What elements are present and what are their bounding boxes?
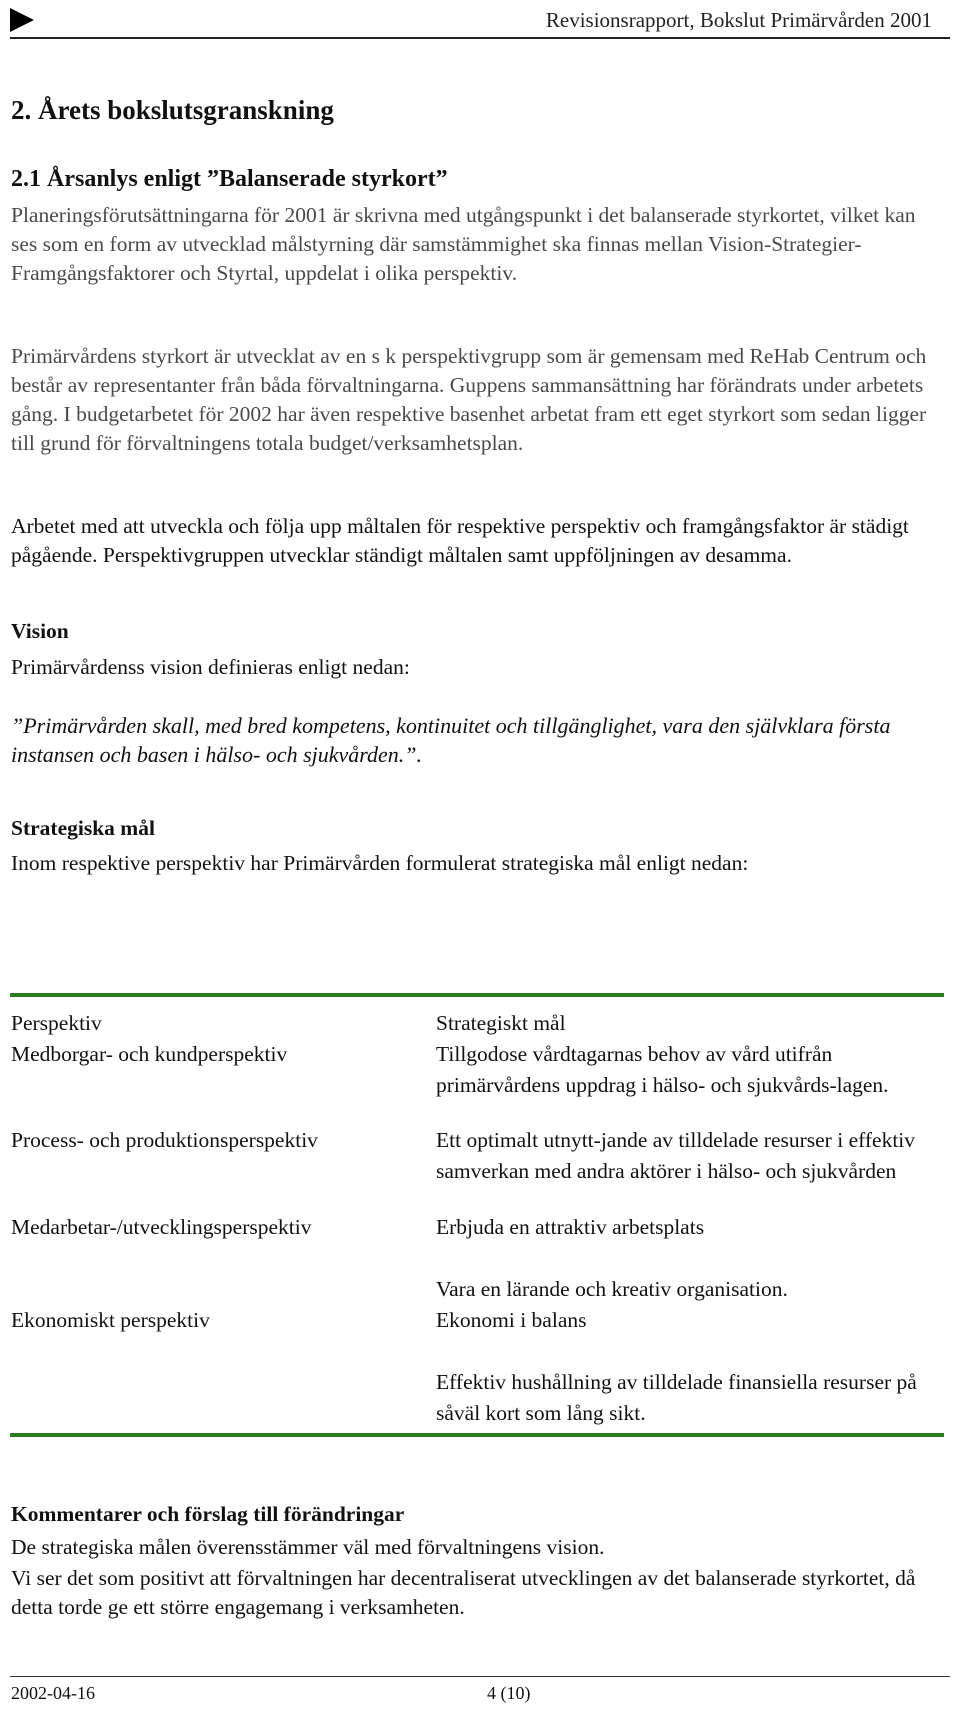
table-top-rule: [10, 993, 944, 997]
vision-quote: ”Primärvården skall, med bred kompetens, kontinuitet och tillgänglighet, vara den självklara första instansen och basen i hälso- och sjukvården.”.: [11, 713, 891, 767]
table-bottom-rule: [10, 1433, 944, 1437]
paragraph-planning: Planeringsförutsättningarna för 2001 är skrivna med utgångspunkt i det balanserade styrkortet, vilket kan ses som en form av utvecklad målstyrning där samstämmighet ska finnas mellan Vision-Strategier-Framgångsfaktorer och Styrtal, uppdelat i olika perspektiv.: [11, 203, 916, 285]
subsection-heading: 2.1 Årsanlys enligt ”Balanserade styrkort”: [11, 166, 448, 192]
comments-heading: Kommentarer och förslag till förändringar: [11, 1502, 405, 1526]
vision-heading: Vision: [11, 619, 69, 643]
table-row-perspective: Ekonomiskt perspektiv: [11, 1308, 210, 1332]
table-row-goal: Tillgodose vårdtagarnas behov av vård utifrån primärvårdens uppdrag i hälso- och sjukvårds-lagen.: [436, 1042, 889, 1097]
table-header-goal: Strategiskt mål: [436, 1011, 566, 1035]
section-heading: 2. Årets bokslutsgranskning: [11, 95, 334, 125]
table-row-goal: Ett optimalt utnytt-jande av tilldelade resurser i effektiv samverkan med andra aktörer i hälso- och sjukvården: [436, 1128, 916, 1183]
table-row-perspective: Medarbetar-/utvecklingsperspektiv: [11, 1215, 312, 1239]
table-row-goal: Ekonomi i balans: [436, 1308, 587, 1332]
paragraph-scorecard: Primärvårdens styrkort är utvecklat av en s k perspektivgrupp som är gemensam med ReHab Centrum och består av representanter från båda förvaltningarna. Guppens sammansättning har förändrats under arbetets gång. I budgetarbetet för 2002 har även respektive basenhet arbetat fram ett eget styrkort som sedan ligger till grund för förvaltningens totala budget/verksamhetsplan.: [11, 344, 927, 455]
table-row-goal: Effektiv hushållning av tilldelade finansiella resurser på såväl kort som lång sikt.: [436, 1370, 917, 1425]
table-header-perspective: Perspektiv: [11, 1011, 102, 1035]
footer-divider: [10, 1676, 950, 1677]
footer-page-number: 4 (10): [487, 1683, 531, 1703]
table-row-goal: Erbjuda en attraktiv arbetsplats: [436, 1215, 705, 1239]
paragraph-work: Arbetet med att utveckla och följa upp måltalen för respektive perspektiv och framgångsfaktor är städigt pågående. Perspektivgruppen utvecklar ständigt måltalen samt uppföljningen av desamma.: [11, 514, 909, 567]
table-row-goal: Vara en lärande och kreativ organisation.: [436, 1277, 788, 1301]
vision-intro: Primärvårdenss vision definieras enligt nedan:: [11, 655, 410, 679]
footer-date: 2002-04-16: [11, 1683, 95, 1703]
table-row-perspective: Medborgar- och kundperspektiv: [11, 1042, 288, 1066]
strategic-heading: Strategiska mål: [11, 816, 155, 840]
table-row-perspective: Process- och produktionsperspektiv: [11, 1128, 318, 1152]
comments-line-1: De strategiska målen överensstämmer väl med förvaltningens vision.: [11, 1535, 605, 1559]
strategic-intro: Inom respektive perspektiv har Primärvården formulerat strategiska mål enligt nedan:: [11, 851, 749, 875]
header-divider: [10, 37, 950, 39]
document-header-title: Revisionsrapport, Bokslut Primärvården 2001: [545, 8, 932, 32]
comments-line-2: Vi ser det som positivt att förvaltningen har decentraliserat utvecklingen av det balanserade styrkortet, då detta torde ge ett större engagemang i verksamheten.: [11, 1566, 916, 1619]
header-arrow-icon: [10, 8, 34, 32]
